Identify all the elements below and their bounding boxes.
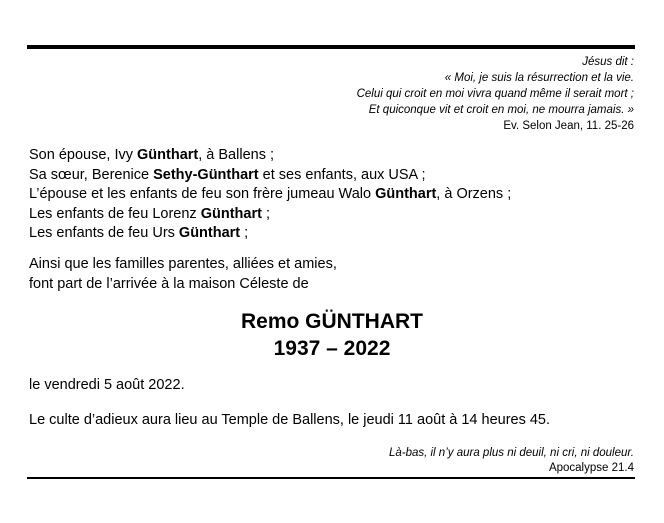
top-divider xyxy=(27,45,635,49)
announcement-line: Ainsi que les familles parentes, alliées et amies, xyxy=(29,256,337,272)
family-line: Sa sœur, Berenice Sethy-Günthart et ses enfants, aux USA ; xyxy=(29,166,426,183)
deceased-block xyxy=(0,308,664,362)
date-line: le vendredi 5 août 2022. xyxy=(29,377,185,393)
epigraph-line: « Moi, je suis la résurrection et la vie. xyxy=(444,72,634,84)
closing-reference: Apocalypse 21.4 xyxy=(548,462,634,474)
family-line: Son épouse, Ivy Günthart, à Ballens ; xyxy=(29,147,274,163)
closing-quote-text: Là-bas, il n’y aura plus ni deuil, ni cri, ni douleur. xyxy=(388,447,634,459)
announcement xyxy=(29,255,639,294)
epigraph-line: Jésus dit : xyxy=(582,56,634,68)
epigraph-line: Et quiconque vit et croit en moi, ne mourra jamais. » xyxy=(368,104,634,116)
family-line: Les enfants de feu Lorenz Günthart ; xyxy=(29,205,270,222)
epigraph-line: Celui qui croit en moi vivra quand même il serait mort ; xyxy=(356,88,634,100)
deceased-years: 1937 – 2022 xyxy=(273,337,391,360)
epigraph-reference: Ev. Selon Jean, 11. 25-26 xyxy=(503,120,634,132)
bottom-divider xyxy=(27,477,635,479)
family-line: L’épouse et les enfants de feu son frère jumeau Walo Günthart, à Orzens ; xyxy=(29,186,512,202)
deceased-name: Remo GÜNTHART xyxy=(241,310,423,333)
ceremony-info: Le culte d’adieux aura lieu au Temple de Ballens, le jeudi 11 août à 14 heures 45. xyxy=(29,412,551,428)
closing-quote xyxy=(34,446,634,476)
announcement-line: font part de l’arrivée à la maison Céleste de xyxy=(29,275,309,292)
family-list xyxy=(29,146,639,244)
epigraph xyxy=(34,54,634,134)
family-line: Les enfants de feu Urs Günthart ; xyxy=(29,225,249,241)
